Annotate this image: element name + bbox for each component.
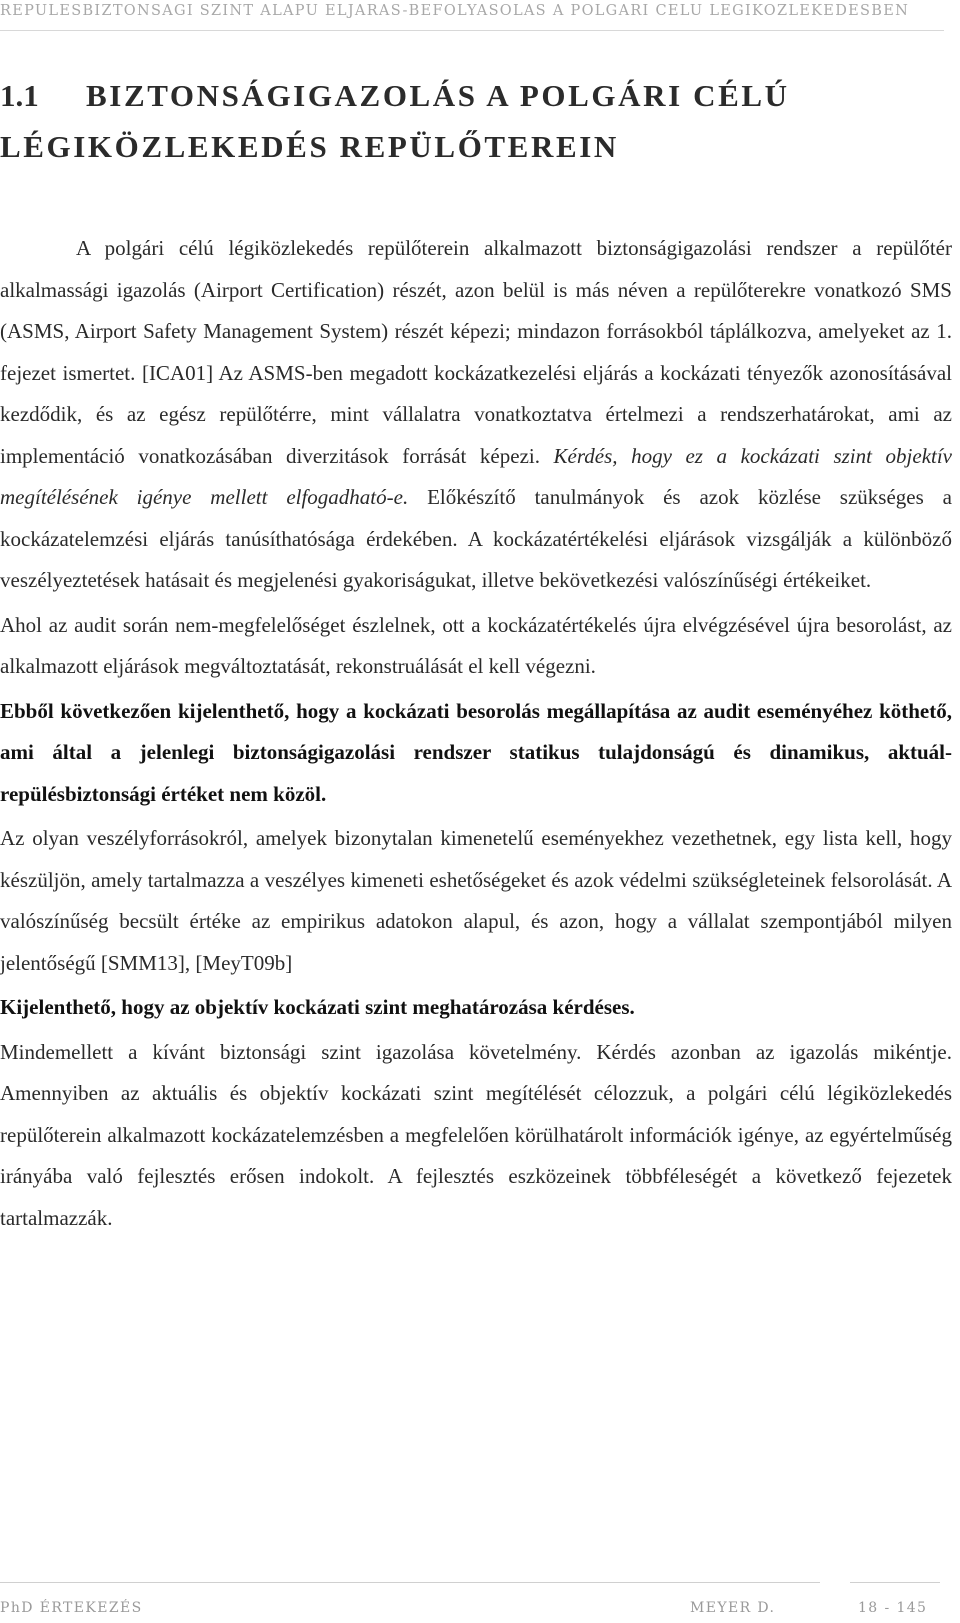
paragraph-1-italic-question: Kérdés, hogy ez a kockázati szint objektív megítélésének igénye mellett elfogadható-e. [0,443,952,509]
body-text [0,228,952,1242]
footer-document-type: PhD ÉRTEKEZÉS [0,1600,143,1616]
footer-divider-left [0,1582,820,1583]
footer-page-number: 18 - 145 [858,1600,928,1616]
paragraph-4: Az olyan veszélyforrásokról, amelyek bizonytalan kimenetelű eseményekhez vezethetnek, egy lista kell, hogy készüljön, amely tartalmazza a veszélyes kimeneti eshetőségeket és azok védelmi szükségleteinek felsorolását. A valószínűség becsült értéke az empirikus adatokon alapul, és azon, hogy a vállalat szempontjából milyen jelentőségű [SMM13], [MeyT09b] [0,826,952,975]
paragraph-1 [0,228,952,602]
paragraph-1-text-b: Előkészítő tanulmányok és azok közlése szükséges a kockázatelemzési eljárás tanúsíthatósága érdekében. A kockázatértékelési eljárások vizsgálják a különböző veszélyeztetések hatásait és megjelenési gyakoriságukat, illetve bekövetkezési valószínűségi értékeiket. [0,485,952,592]
section-title [0,70,950,172]
paragraph-2: Ahol az audit során nem-megfelelőséget észlelnek, ott a kockázatértékelés újra elvégzésével újra besorolást, az alkalmazott eljárások megváltoztatását, rekonstruálását el kell végezni. [0,612,952,678]
page-footer [0,1600,944,1620]
header-divider [0,30,944,31]
footer-divider-right [850,1582,940,1583]
section-title-line-2: LÉGIKÖZLEKEDÉS REPÜLŐTEREIN [0,129,619,164]
paragraph-3-bold-conclusion: Ebből következően kijelenthető, hogy a kockázati besorolás megállapítása az audit eseményéhez köthető, ami által a jelenlegi biztonságigazolási rendszer statikus tulajdonságú és dinamikus, aktuál-repülésbiztonsági értéket nem közöl. [0,698,952,806]
footer-author: MEYER D. [690,1600,776,1616]
paragraph-1-text-a: A polgári célú légiközlekedés repülőterein alkalmazott biztonságigazolási rendszer a repülőtér alkalmassági igazolás (Airport Certification) részét, azon belül is más néven a repülőterekre vonatkozó SMS (ASMS, Airport Safety Management System) részét képezi; mindazon forrásokból táplálkozva, amelyeket az 1. fejezet ismertet. [ICA01] Az ASMS-ben megadott kockázatkezelési eljárás a kockázati tényezők azonosításával kezdődik, és az egész repülőtérre, mint vállalatra vonatkoztatva értelmezi a rendszerhatárokat, ami az implementáció vonatkozásában diverzitások forrását képezi. [0,236,952,468]
paragraph-5-bold-statement: Kijelenthető, hogy az objektív kockázati szint meghatározása kérdéses. [0,995,635,1019]
section-number: 1.1 [0,78,39,113]
paragraph-6: Mindemellett a kívánt biztonsági szint igazolása követelmény. Kérdés azonban az igazolás mikéntje. Amennyiben az aktuális és objektív kockázati szint megítélését célozzuk, a polgári célú légiközlekedés repülőterein alkalmazott kockázatelemzésben a megfelelően körülhatárolt információk igénye, az egyértelműség irányába való fejlesztés erősen indokolt. A fejlesztés eszközeinek többféleségét a következő fejezetek tartalmazzák. [0,1039,952,1230]
section-title-line-1: BIZTONSÁGIGAZOLÁS A POLGÁRI CÉLÚ [86,78,790,113]
running-header: REPÜLÉSBIZTONSÁGI SZINT ALAPÚ ELJÁRÁS-BEFOLYÁSOLÁS A POLGÁRI CÉLÚ LÉGIKÖZLEKEDÉSBEN [0,3,910,19]
